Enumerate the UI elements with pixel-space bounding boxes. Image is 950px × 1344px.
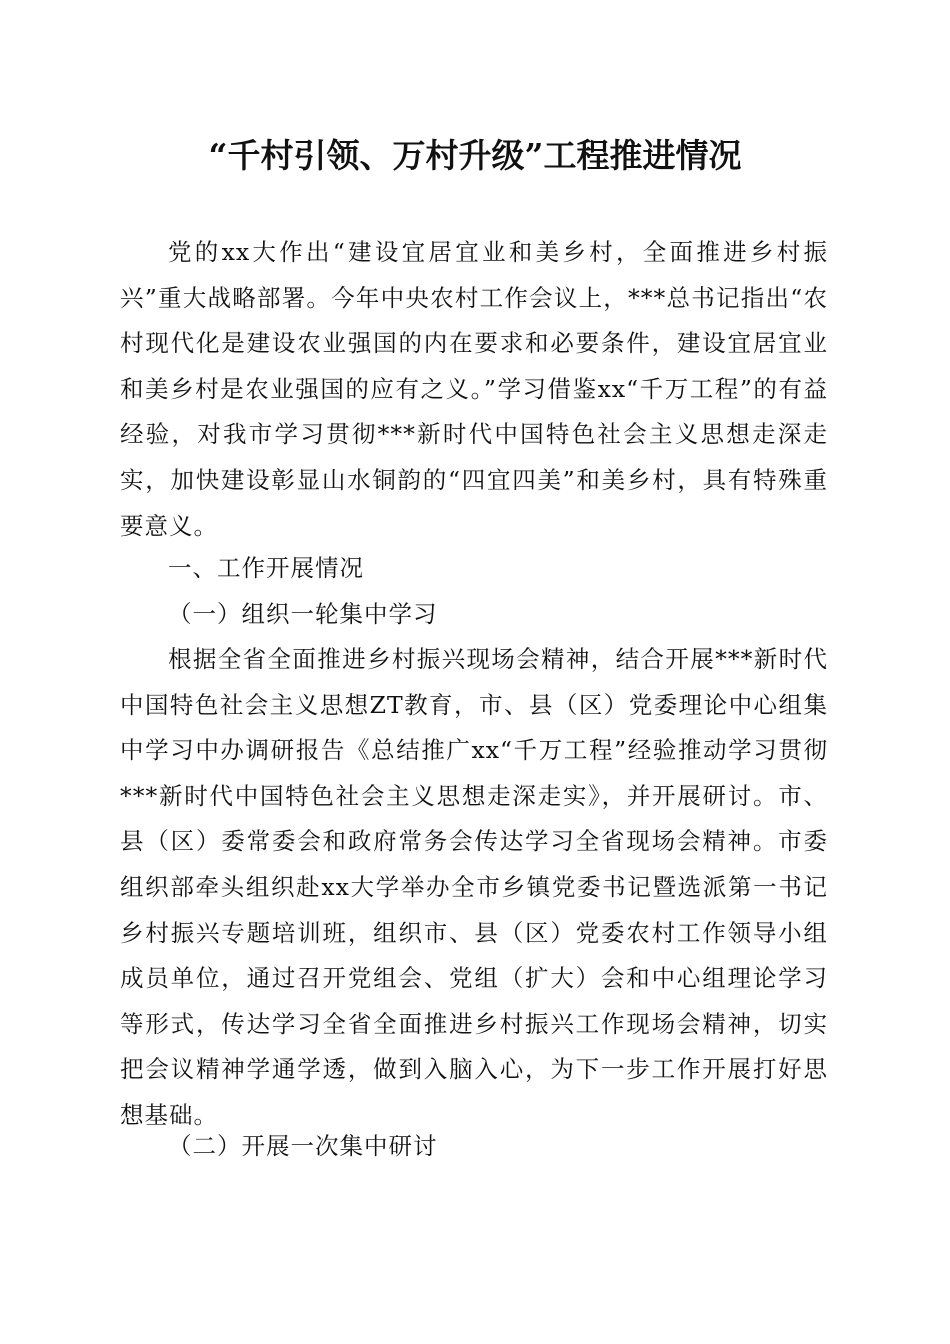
document-title: “千村引领、万村升级”工程推进情况 [208,136,742,175]
section-heading-1: 一、工作开展情况 [168,554,364,582]
intro-paragraph: 党的xx大作出“建设宜居宜业和美乡村，全面推进乡村振兴”重大战略部署。今年中央农村工作会议上，***总书记指出“农村现代化是建设农业强国的内在要求和必要条件，建设宜居宜业和美乡村是农业强国的应有之义。”学习借鉴xx“千万工程”的有益经验，对我市学习贯彻***新时代中国特色社会主义思想走深走实，加快建设彰显山水铜韵的“四宜四美”和美乡村，具有特殊重要意义。 [120,238,828,540]
subsection-heading-1: （一）组织一轮集中学习 [168,600,438,628]
subsection-heading-2: （二）开展一次集中研讨 [168,1132,438,1160]
subsection-1-paragraph: 根据全省全面推进乡村振兴现场会精神，结合开展***新时代中国特色社会主义思想ZT教育，市、县（区）党委理论中心组集中学习中办调研报告《总结推广xx“千万工程”经验推动学习贯彻***新时代中国特色社会主义思想走深走实》，并开展研讨。市、县（区）委常委会和政府常务会传达学习全省现场会精神。市委组织部牵头组织赴xx大学举办全市乡镇党委书记暨选派第一书记乡村振兴专题培训班，组织市、县（区）党委农村工作领导小组成员单位，通过召开党组会、党组（扩大）会和中心组理论学习等形式，传达学习全省全面推进乡村振兴工作现场会精神，切实把会议精神学通学透，做到入脑入心，为下一步工作开展打好思想基础。 [120,645,828,1129]
